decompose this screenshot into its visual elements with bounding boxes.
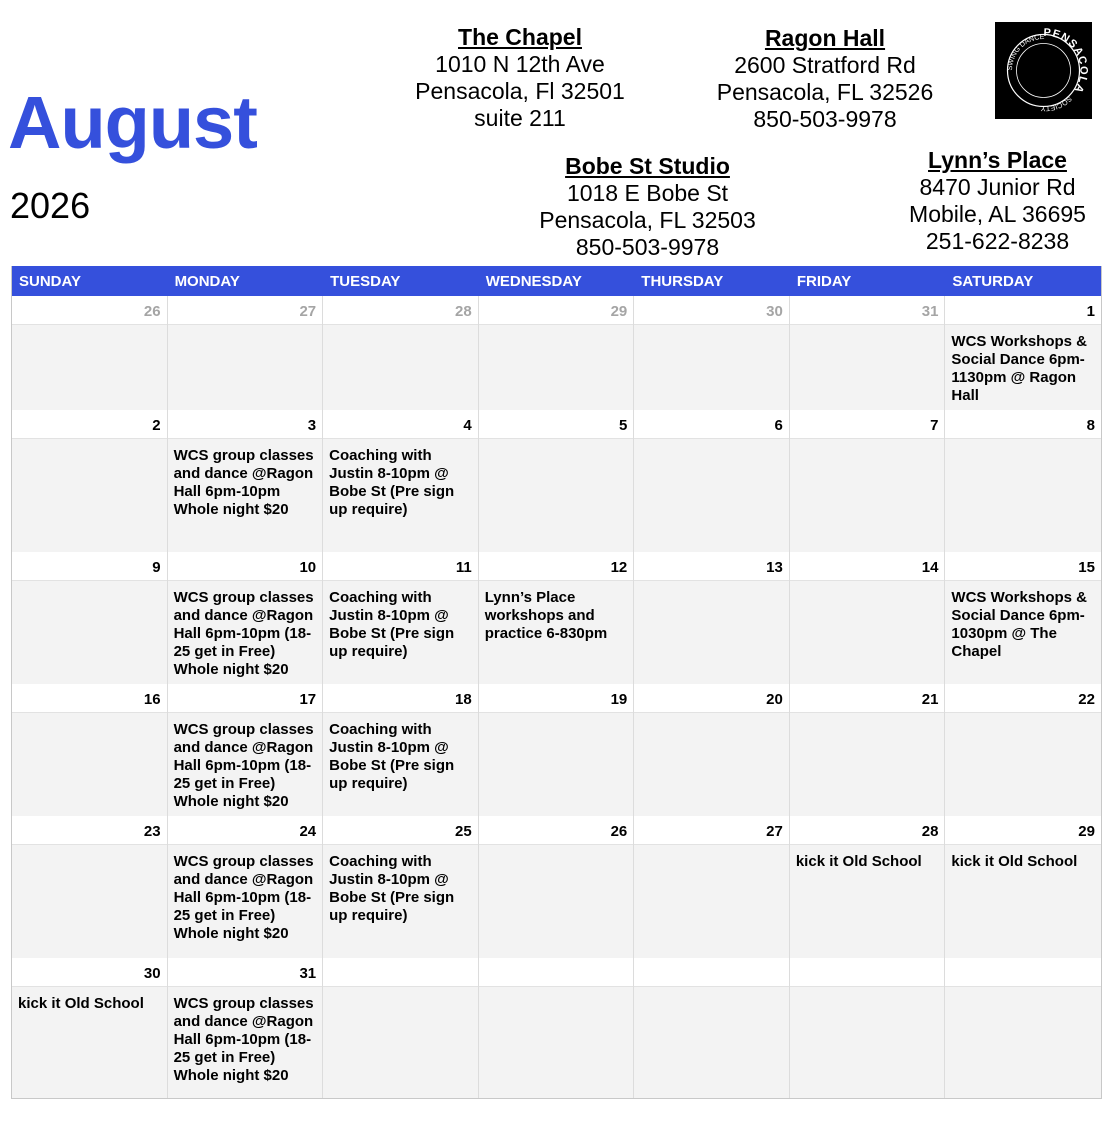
day-number: 15 [945,552,1101,581]
calendar-day-cell[interactable] [168,684,324,816]
day-number [323,958,478,987]
day-number [790,958,945,987]
weekday-header-friday: FRIDAY [796,273,852,290]
venue-phone: 251-622-8238 [925,228,1070,254]
day-number: 18 [323,684,478,713]
calendar-day-cell[interactable] [479,552,635,684]
swing-dance-society-logo [995,22,1092,119]
day-number: 11 [323,552,478,581]
venue-chapel [400,24,640,132]
venue-address-line: suite 211 [474,105,566,131]
calendar-week-row [12,296,1101,410]
day-events [12,581,167,684]
day-events [479,845,634,958]
day-number: 27 [168,296,323,325]
calendar-day-cell[interactable] [790,684,946,816]
day-number [945,958,1101,987]
day-number: 1 [945,296,1101,325]
day-number: 23 [12,816,167,845]
calendar-day-cell[interactable] [323,552,479,684]
day-events: Coaching with Justin 8-10pm @ Bobe St (Pre sign up require) [323,581,478,684]
calendar-day-cell[interactable] [12,816,168,958]
calendar-day-cell[interactable] [12,958,168,1098]
day-number: 28 [323,296,478,325]
calendar-day-cell[interactable] [168,552,324,684]
calendar-day-cell[interactable] [12,552,168,684]
day-events [634,581,789,684]
calendar-day-cell[interactable] [323,296,479,410]
calendar-week-row [12,684,1101,816]
day-events [790,581,945,684]
venue-address-line: 8470 Junior Rd [919,174,1076,200]
day-number [634,958,789,987]
day-number: 21 [790,684,945,713]
day-events: Coaching with Justin 8-10pm @ Bobe St (Pre sign up require) [323,845,478,958]
logo-text-main: PENSACOLA [1043,26,1090,96]
day-events [945,439,1101,552]
venue-lynns-place [895,147,1100,255]
calendar-day-cell[interactable] [634,684,790,816]
calendar-day-cell[interactable] [479,410,635,552]
day-number: 20 [634,684,789,713]
calendar-day-cell[interactable] [945,958,1101,1098]
day-events [323,987,478,1098]
weekday-header-saturday: SATURDAY [952,273,1034,290]
calendar-day-cell[interactable] [945,816,1101,958]
weekday-header-thursday: THURSDAY [641,273,724,290]
day-events [634,845,789,958]
calendar-day-cell[interactable] [12,410,168,552]
logo-text-bottom: SOCIETY [1040,94,1073,112]
day-number: 7 [790,410,945,439]
day-number: 28 [790,816,945,845]
day-number: 12 [479,552,634,581]
calendar-week-row [12,958,1101,1098]
calendar-week-row [12,552,1101,684]
venue-address-line: Mobile, AL 36695 [909,201,1086,227]
venue-ragon-hall [700,25,950,133]
day-events: Coaching with Justin 8-10pm @ Bobe St (Pre sign up require) [323,439,478,552]
calendar-day-cell[interactable] [945,296,1101,410]
venue-address-line: Pensacola, Fl 32501 [415,78,625,104]
day-events: WCS Workshops & Social Dance 6pm-1030pm @ The Chapel [945,581,1101,684]
day-events: WCS group classes and dance @Ragon Hall 6pm-10pm (18-25 get in Free) Whole night $20 [168,713,323,816]
day-number: 8 [945,410,1101,439]
day-number: 30 [12,958,167,987]
day-number: 27 [634,816,789,845]
day-events [634,987,789,1098]
calendar-day-cell[interactable] [634,552,790,684]
day-events: Lynn’s Place workshops and practice 6-830pm [479,581,634,684]
day-number: 19 [479,684,634,713]
day-number: 25 [323,816,478,845]
calendar-weeks [12,296,1101,1098]
day-events [790,987,945,1098]
calendar-week-row [12,816,1101,958]
calendar-day-cell[interactable] [168,816,324,958]
day-events [12,439,167,552]
calendar-day-cell[interactable] [479,958,635,1098]
day-number: 22 [945,684,1101,713]
venue-address-line: 1018 E Bobe St [566,180,729,206]
day-number: 9 [12,552,167,581]
day-number: 17 [168,684,323,713]
venue-name: Bobe St Studio [565,153,730,179]
logo-text-top: SWING DANCE [1006,33,1045,71]
day-number: 31 [168,958,323,987]
venue-address-line: Pensacola, FL 32503 [539,207,756,233]
calendar-day-cell[interactable] [790,410,946,552]
day-events: WCS group classes and dance @Ragon Hall 6pm-10pm (18-25 get in Free) Whole night $20 [168,845,323,958]
day-events [634,325,789,410]
calendar-day-cell[interactable] [323,410,479,552]
day-events: WCS group classes and dance @Ragon Hall 6pm-10pm (18-25 get in Free) Whole night $20 [168,581,323,684]
day-number: 4 [323,410,478,439]
day-number: 3 [168,410,323,439]
day-events [12,325,167,410]
day-number: 2 [12,410,167,439]
venue-name: Lynn’s Place [928,147,1067,173]
day-number: 30 [634,296,789,325]
weekday-header-monday: MONDAY [174,273,240,290]
day-events [479,987,634,1098]
day-number: 10 [168,552,323,581]
day-events [323,325,478,410]
logo-emblem [995,22,1092,119]
day-number: 31 [790,296,945,325]
calendar-day-cell[interactable] [634,958,790,1098]
calendar-day-cell[interactable] [323,816,479,958]
calendar-day-cell[interactable] [479,816,635,958]
calendar-day-cell[interactable] [790,552,946,684]
calendar-day-cell[interactable] [323,684,479,816]
calendar-day-cell[interactable] [323,958,479,1098]
venue-name: The Chapel [458,24,582,50]
month-title: August [8,81,257,164]
calendar-day-cell[interactable] [634,410,790,552]
day-events: WCS group classes and dance @Ragon Hall 6pm-10pm (18-25 get in Free) Whole night $20 [168,987,323,1098]
day-events [634,439,789,552]
day-events: WCS group classes and dance @Ragon Hall 6pm-10pm Whole night $20 [168,439,323,552]
day-number: 24 [168,816,323,845]
venue-phone: 850-503-9978 [753,106,897,132]
weekday-header-wednesday: WEDNESDAY [485,273,582,290]
day-events: WCS Workshops & Social Dance 6pm-1130pm @ Ragon Hall [945,325,1101,410]
venue-bobe-st-studio [520,153,775,261]
day-events: kick it Old School [790,845,945,958]
calendar-day-cell[interactable] [634,816,790,958]
calendar-day-cell[interactable] [168,410,324,552]
day-events [790,439,945,552]
day-events: kick it Old School [12,987,167,1098]
calendar-day-cell[interactable] [634,296,790,410]
calendar-day-cell[interactable] [790,816,946,958]
calendar-week-row [12,410,1101,552]
day-number: 29 [945,816,1101,845]
calendar-day-cell[interactable] [790,296,946,410]
calendar-day-cell[interactable] [168,296,324,410]
day-events [479,325,634,410]
calendar-day-cell[interactable] [12,684,168,816]
weekday-header-row [12,266,1101,296]
weekday-header-tuesday: TUESDAY [330,273,401,290]
day-number: 13 [634,552,789,581]
day-events [790,713,945,816]
day-number: 16 [12,684,167,713]
day-events [168,325,323,410]
day-events: Coaching with Justin 8-10pm @ Bobe St (Pre sign up require) [323,713,478,816]
calendar-day-cell[interactable] [168,958,324,1098]
month-calendar-grid [11,266,1102,1099]
day-events [12,845,167,958]
day-number: 5 [479,410,634,439]
day-number: 6 [634,410,789,439]
year-label: 2026 [10,185,91,226]
day-events [945,713,1101,816]
calendar-day-cell[interactable] [945,410,1101,552]
day-number: 14 [790,552,945,581]
weekday-header-sunday: SUNDAY [19,273,81,290]
day-events [945,987,1101,1098]
calendar-day-cell[interactable] [945,552,1101,684]
calendar-day-cell[interactable] [479,296,635,410]
day-events [790,325,945,410]
day-number: 26 [479,816,634,845]
calendar-day-cell[interactable] [12,296,168,410]
venue-name: Ragon Hall [764,25,886,51]
venue-phone: 850-503-9978 [575,234,720,260]
day-number: 26 [12,296,167,325]
venue-address-line: 1010 N 12th Ave [435,51,605,77]
day-events [12,713,167,816]
venue-address-line: 2600 Stratford Rd [734,52,916,78]
calendar-day-cell[interactable] [945,684,1101,816]
calendar-day-cell[interactable] [790,958,946,1098]
day-events [634,713,789,816]
day-events [479,439,634,552]
day-events: kick it Old School [945,845,1101,958]
day-events [479,713,634,816]
day-number [479,958,634,987]
venue-address-line: Pensacola, FL 32526 [716,79,934,105]
calendar-day-cell[interactable] [479,684,635,816]
day-number: 29 [479,296,634,325]
